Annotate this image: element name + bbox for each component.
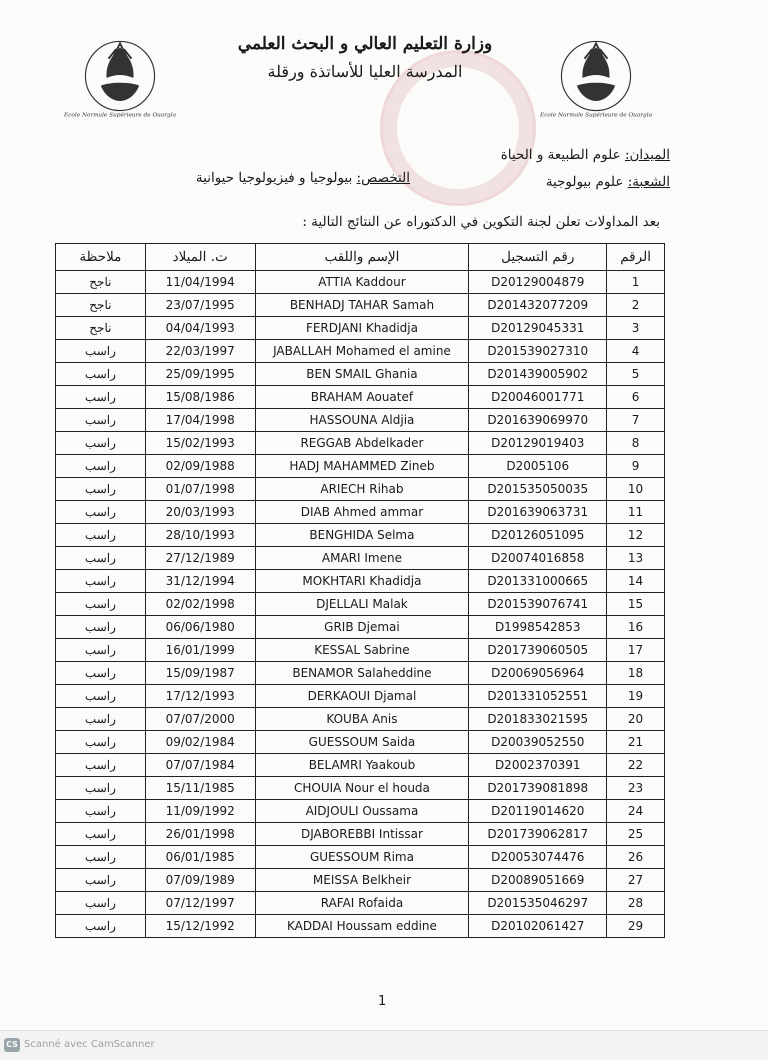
cell-note: راسب bbox=[56, 547, 146, 570]
cell-num: 3 bbox=[607, 317, 665, 340]
table-row bbox=[56, 294, 665, 317]
cell-num: 16 bbox=[607, 616, 665, 639]
cell-note: ناجح bbox=[56, 317, 146, 340]
cell-name: BENHADJ TAHAR Samah bbox=[255, 294, 469, 317]
table-row bbox=[56, 662, 665, 685]
scanner-footer bbox=[0, 1030, 768, 1060]
school-logo-right bbox=[540, 28, 652, 124]
cell-birthdate: 06/06/1980 bbox=[145, 616, 255, 639]
cell-note: راسب bbox=[56, 754, 146, 777]
cell-registration: D20039052550 bbox=[469, 731, 607, 754]
cell-registration: D20102061427 bbox=[469, 915, 607, 938]
cell-registration: D201432077209 bbox=[469, 294, 607, 317]
logo-caption-left: Ecole Normale Supérieure de Ouargla bbox=[64, 112, 176, 119]
cell-note: راسب bbox=[56, 823, 146, 846]
cell-birthdate: 02/02/1998 bbox=[145, 593, 255, 616]
table-row bbox=[56, 271, 665, 294]
cell-birthdate: 15/11/1985 bbox=[145, 777, 255, 800]
cell-num: 14 bbox=[607, 570, 665, 593]
specialty-value: بيولوجيا و فيزيولوجيا حيوانية bbox=[195, 170, 353, 186]
cell-num: 11 bbox=[607, 501, 665, 524]
cell-birthdate: 07/07/2000 bbox=[145, 708, 255, 731]
cell-registration: D20129019403 bbox=[469, 432, 607, 455]
cell-name: HASSOUNA Aldjia bbox=[255, 409, 469, 432]
cell-birthdate: 06/01/1985 bbox=[145, 846, 255, 869]
cell-note: راسب bbox=[56, 662, 146, 685]
cell-registration: D201739060505 bbox=[469, 639, 607, 662]
cell-note: ناجح bbox=[56, 294, 146, 317]
table-row bbox=[56, 455, 665, 478]
ministry-title: وزارة التعليم العالي و البحث العلمي bbox=[237, 34, 493, 54]
field-value: علوم الطبيعة و الحياة bbox=[500, 147, 621, 163]
table-header-row bbox=[56, 244, 665, 271]
field-line bbox=[420, 147, 670, 163]
cell-note: راسب bbox=[56, 639, 146, 662]
table-row bbox=[56, 685, 665, 708]
cell-note: راسب bbox=[56, 800, 146, 823]
cell-registration: D201639063731 bbox=[469, 501, 607, 524]
cell-note: راسب bbox=[56, 777, 146, 800]
cell-name: KOUBA Anis bbox=[255, 708, 469, 731]
cell-name: ARIECH Rihab bbox=[255, 478, 469, 501]
table-row bbox=[56, 777, 665, 800]
cell-birthdate: 31/12/1994 bbox=[145, 570, 255, 593]
cell-note: راسب bbox=[56, 501, 146, 524]
table-row bbox=[56, 892, 665, 915]
cell-note: راسب bbox=[56, 524, 146, 547]
cell-birthdate: 22/03/1997 bbox=[145, 340, 255, 363]
table-row bbox=[56, 593, 665, 616]
cell-num: 5 bbox=[607, 363, 665, 386]
cell-name: MOKHTARI Khadidja bbox=[255, 570, 469, 593]
cell-num: 2 bbox=[607, 294, 665, 317]
table-row bbox=[56, 708, 665, 731]
table-row bbox=[56, 616, 665, 639]
table-row bbox=[56, 754, 665, 777]
cell-name: ATTIA Kaddour bbox=[255, 271, 469, 294]
cell-note: ناجح bbox=[56, 271, 146, 294]
cell-birthdate: 20/03/1993 bbox=[145, 501, 255, 524]
table-row bbox=[56, 524, 665, 547]
field-label: الميدان: bbox=[624, 147, 670, 163]
cell-num: 18 bbox=[607, 662, 665, 685]
cell-note: راسب bbox=[56, 478, 146, 501]
cell-num: 15 bbox=[607, 593, 665, 616]
page-number: 1 bbox=[378, 994, 387, 1009]
cell-registration: D2002370391 bbox=[469, 754, 607, 777]
cell-birthdate: 07/12/1997 bbox=[145, 892, 255, 915]
cell-registration: D201539027310 bbox=[469, 340, 607, 363]
specialty-line bbox=[160, 170, 410, 186]
cell-num: 13 bbox=[607, 547, 665, 570]
cell-registration: D20119014620 bbox=[469, 800, 607, 823]
cell-num: 25 bbox=[607, 823, 665, 846]
header-registration: رقم التسجيل bbox=[469, 244, 607, 271]
cell-birthdate: 07/09/1989 bbox=[145, 869, 255, 892]
cell-note: راسب bbox=[56, 731, 146, 754]
cell-birthdate: 15/02/1993 bbox=[145, 432, 255, 455]
cell-birthdate: 04/04/1993 bbox=[145, 317, 255, 340]
cell-registration: D201739081898 bbox=[469, 777, 607, 800]
cell-note: راسب bbox=[56, 455, 146, 478]
cell-birthdate: 26/01/1998 bbox=[145, 823, 255, 846]
cell-note: راسب bbox=[56, 708, 146, 731]
cell-name: BELAMRI Yaakoub bbox=[255, 754, 469, 777]
cell-name: DJELLALI Malak bbox=[255, 593, 469, 616]
specialty-label: التخصص: bbox=[356, 170, 410, 186]
branch-label: الشعبة: bbox=[627, 174, 670, 190]
cell-registration: D201739062817 bbox=[469, 823, 607, 846]
table-row bbox=[56, 869, 665, 892]
table-row bbox=[56, 317, 665, 340]
cell-note: راسب bbox=[56, 593, 146, 616]
header-birthdate: ت. الميلاد bbox=[145, 244, 255, 271]
cell-registration: D201331052551 bbox=[469, 685, 607, 708]
scanner-watermark-text: Scanné avec CamScanner bbox=[24, 1039, 155, 1050]
cell-name: GUESSOUM Saida bbox=[255, 731, 469, 754]
table-row bbox=[56, 800, 665, 823]
cell-name: JABALLAH Mohamed el amine bbox=[255, 340, 469, 363]
cell-registration: D201539076741 bbox=[469, 593, 607, 616]
branch-value: علوم بيولوجية bbox=[545, 174, 624, 190]
cell-num: 10 bbox=[607, 478, 665, 501]
cell-birthdate: 17/04/1998 bbox=[145, 409, 255, 432]
table-row bbox=[56, 409, 665, 432]
cell-num: 22 bbox=[607, 754, 665, 777]
cell-birthdate: 11/04/1994 bbox=[145, 271, 255, 294]
cell-name: DJABOREBBI Intissar bbox=[255, 823, 469, 846]
logo-caption-right: Ecole Normale Supérieure de Ouargla bbox=[540, 112, 652, 119]
cell-num: 20 bbox=[607, 708, 665, 731]
cell-registration: D20046001771 bbox=[469, 386, 607, 409]
cell-num: 27 bbox=[607, 869, 665, 892]
cell-note: راسب bbox=[56, 409, 146, 432]
cell-name: AMARI Imene bbox=[255, 547, 469, 570]
cell-registration: D2005106 bbox=[469, 455, 607, 478]
school-logo-left bbox=[64, 28, 176, 124]
table-row bbox=[56, 432, 665, 455]
cell-num: 1 bbox=[607, 271, 665, 294]
cell-note: راسب bbox=[56, 386, 146, 409]
cell-registration: D20129045331 bbox=[469, 317, 607, 340]
cell-birthdate: 15/08/1986 bbox=[145, 386, 255, 409]
cell-num: 29 bbox=[607, 915, 665, 938]
cell-registration: D201833021595 bbox=[469, 708, 607, 731]
table-row bbox=[56, 363, 665, 386]
cell-registration: D20126051095 bbox=[469, 524, 607, 547]
cell-note: راسب bbox=[56, 432, 146, 455]
cell-num: 17 bbox=[607, 639, 665, 662]
cell-birthdate: 15/12/1992 bbox=[145, 915, 255, 938]
cell-registration: D201331000665 bbox=[469, 570, 607, 593]
cell-registration: D201439005902 bbox=[469, 363, 607, 386]
cell-num: 8 bbox=[607, 432, 665, 455]
cell-name: HADJ MAHAMMED Zineb bbox=[255, 455, 469, 478]
header-name: الإسم واللقب bbox=[255, 244, 469, 271]
cell-name: KADDAI Houssam eddine bbox=[255, 915, 469, 938]
cell-name: BENAMOR Salaheddine bbox=[255, 662, 469, 685]
cell-note: راسب bbox=[56, 616, 146, 639]
cell-note: راسب bbox=[56, 570, 146, 593]
cell-num: 4 bbox=[607, 340, 665, 363]
table-row bbox=[56, 386, 665, 409]
cell-name: REGGAB Abdelkader bbox=[255, 432, 469, 455]
cell-num: 12 bbox=[607, 524, 665, 547]
cell-birthdate: 15/09/1987 bbox=[145, 662, 255, 685]
table-row bbox=[56, 915, 665, 938]
cell-name: KESSAL Sabrine bbox=[255, 639, 469, 662]
cell-note: راسب bbox=[56, 340, 146, 363]
cell-num: 9 bbox=[607, 455, 665, 478]
cell-registration: D201535050035 bbox=[469, 478, 607, 501]
cell-note: راسب bbox=[56, 846, 146, 869]
cell-birthdate: 17/12/1993 bbox=[145, 685, 255, 708]
cell-birthdate: 16/01/1999 bbox=[145, 639, 255, 662]
table-row bbox=[56, 639, 665, 662]
cell-birthdate: 07/07/1984 bbox=[145, 754, 255, 777]
intro-text: بعد المداولات تعلن لجنة التكوين في الدكتوراه عن النتائج التالية : bbox=[302, 214, 660, 230]
cell-name: FERDJANI Khadidja bbox=[255, 317, 469, 340]
cell-birthdate: 01/07/1998 bbox=[145, 478, 255, 501]
cell-note: راسب bbox=[56, 869, 146, 892]
cell-name: CHOUIA Nour el houda bbox=[255, 777, 469, 800]
cell-birthdate: 09/02/1984 bbox=[145, 731, 255, 754]
branch-line bbox=[420, 174, 670, 190]
cell-name: MEISSA Belkheir bbox=[255, 869, 469, 892]
cell-registration: D20074016858 bbox=[469, 547, 607, 570]
cell-note: راسب bbox=[56, 685, 146, 708]
school-title: المدرسة العليا للأساتذة ورقلة bbox=[267, 62, 463, 81]
table-row bbox=[56, 846, 665, 869]
cell-birthdate: 11/09/1992 bbox=[145, 800, 255, 823]
cell-name: GUESSOUM Rima bbox=[255, 846, 469, 869]
cell-name: DERKAOUI Djamal bbox=[255, 685, 469, 708]
cell-registration: D20089051669 bbox=[469, 869, 607, 892]
table-row bbox=[56, 478, 665, 501]
cell-registration: D201639069970 bbox=[469, 409, 607, 432]
table-row bbox=[56, 501, 665, 524]
cell-birthdate: 28/10/1993 bbox=[145, 524, 255, 547]
header-num: الرقم bbox=[607, 244, 665, 271]
header-note: ملاحظة bbox=[56, 244, 146, 271]
results-table bbox=[55, 243, 665, 938]
table-row bbox=[56, 570, 665, 593]
cell-num: 6 bbox=[607, 386, 665, 409]
cell-note: راسب bbox=[56, 892, 146, 915]
table-row bbox=[56, 547, 665, 570]
cell-name: BENGHIDA Selma bbox=[255, 524, 469, 547]
cell-num: 28 bbox=[607, 892, 665, 915]
cell-birthdate: 23/07/1995 bbox=[145, 294, 255, 317]
cell-registration: D201535046297 bbox=[469, 892, 607, 915]
cell-note: راسب bbox=[56, 915, 146, 938]
cell-num: 21 bbox=[607, 731, 665, 754]
cell-name: BRAHAM Aouatef bbox=[255, 386, 469, 409]
cell-registration: D20129004879 bbox=[469, 271, 607, 294]
camscanner-icon: CS bbox=[4, 1038, 20, 1052]
cell-name: AIDJOULI Oussama bbox=[255, 800, 469, 823]
cell-registration: D1998542853 bbox=[469, 616, 607, 639]
cell-note: راسب bbox=[56, 363, 146, 386]
cell-num: 24 bbox=[607, 800, 665, 823]
cell-name: DIAB Ahmed ammar bbox=[255, 501, 469, 524]
table-row bbox=[56, 340, 665, 363]
cell-registration: D20053074476 bbox=[469, 846, 607, 869]
cell-num: 23 bbox=[607, 777, 665, 800]
cell-registration: D20069056964 bbox=[469, 662, 607, 685]
cell-num: 26 bbox=[607, 846, 665, 869]
cell-birthdate: 25/09/1995 bbox=[145, 363, 255, 386]
cell-birthdate: 02/09/1988 bbox=[145, 455, 255, 478]
cell-name: RAFAI Rofaida bbox=[255, 892, 469, 915]
table-row bbox=[56, 823, 665, 846]
cell-num: 7 bbox=[607, 409, 665, 432]
cell-name: BEN SMAIL Ghania bbox=[255, 363, 469, 386]
cell-birthdate: 27/12/1989 bbox=[145, 547, 255, 570]
cell-num: 19 bbox=[607, 685, 665, 708]
table-row bbox=[56, 731, 665, 754]
cell-name: GRIB Djemai bbox=[255, 616, 469, 639]
